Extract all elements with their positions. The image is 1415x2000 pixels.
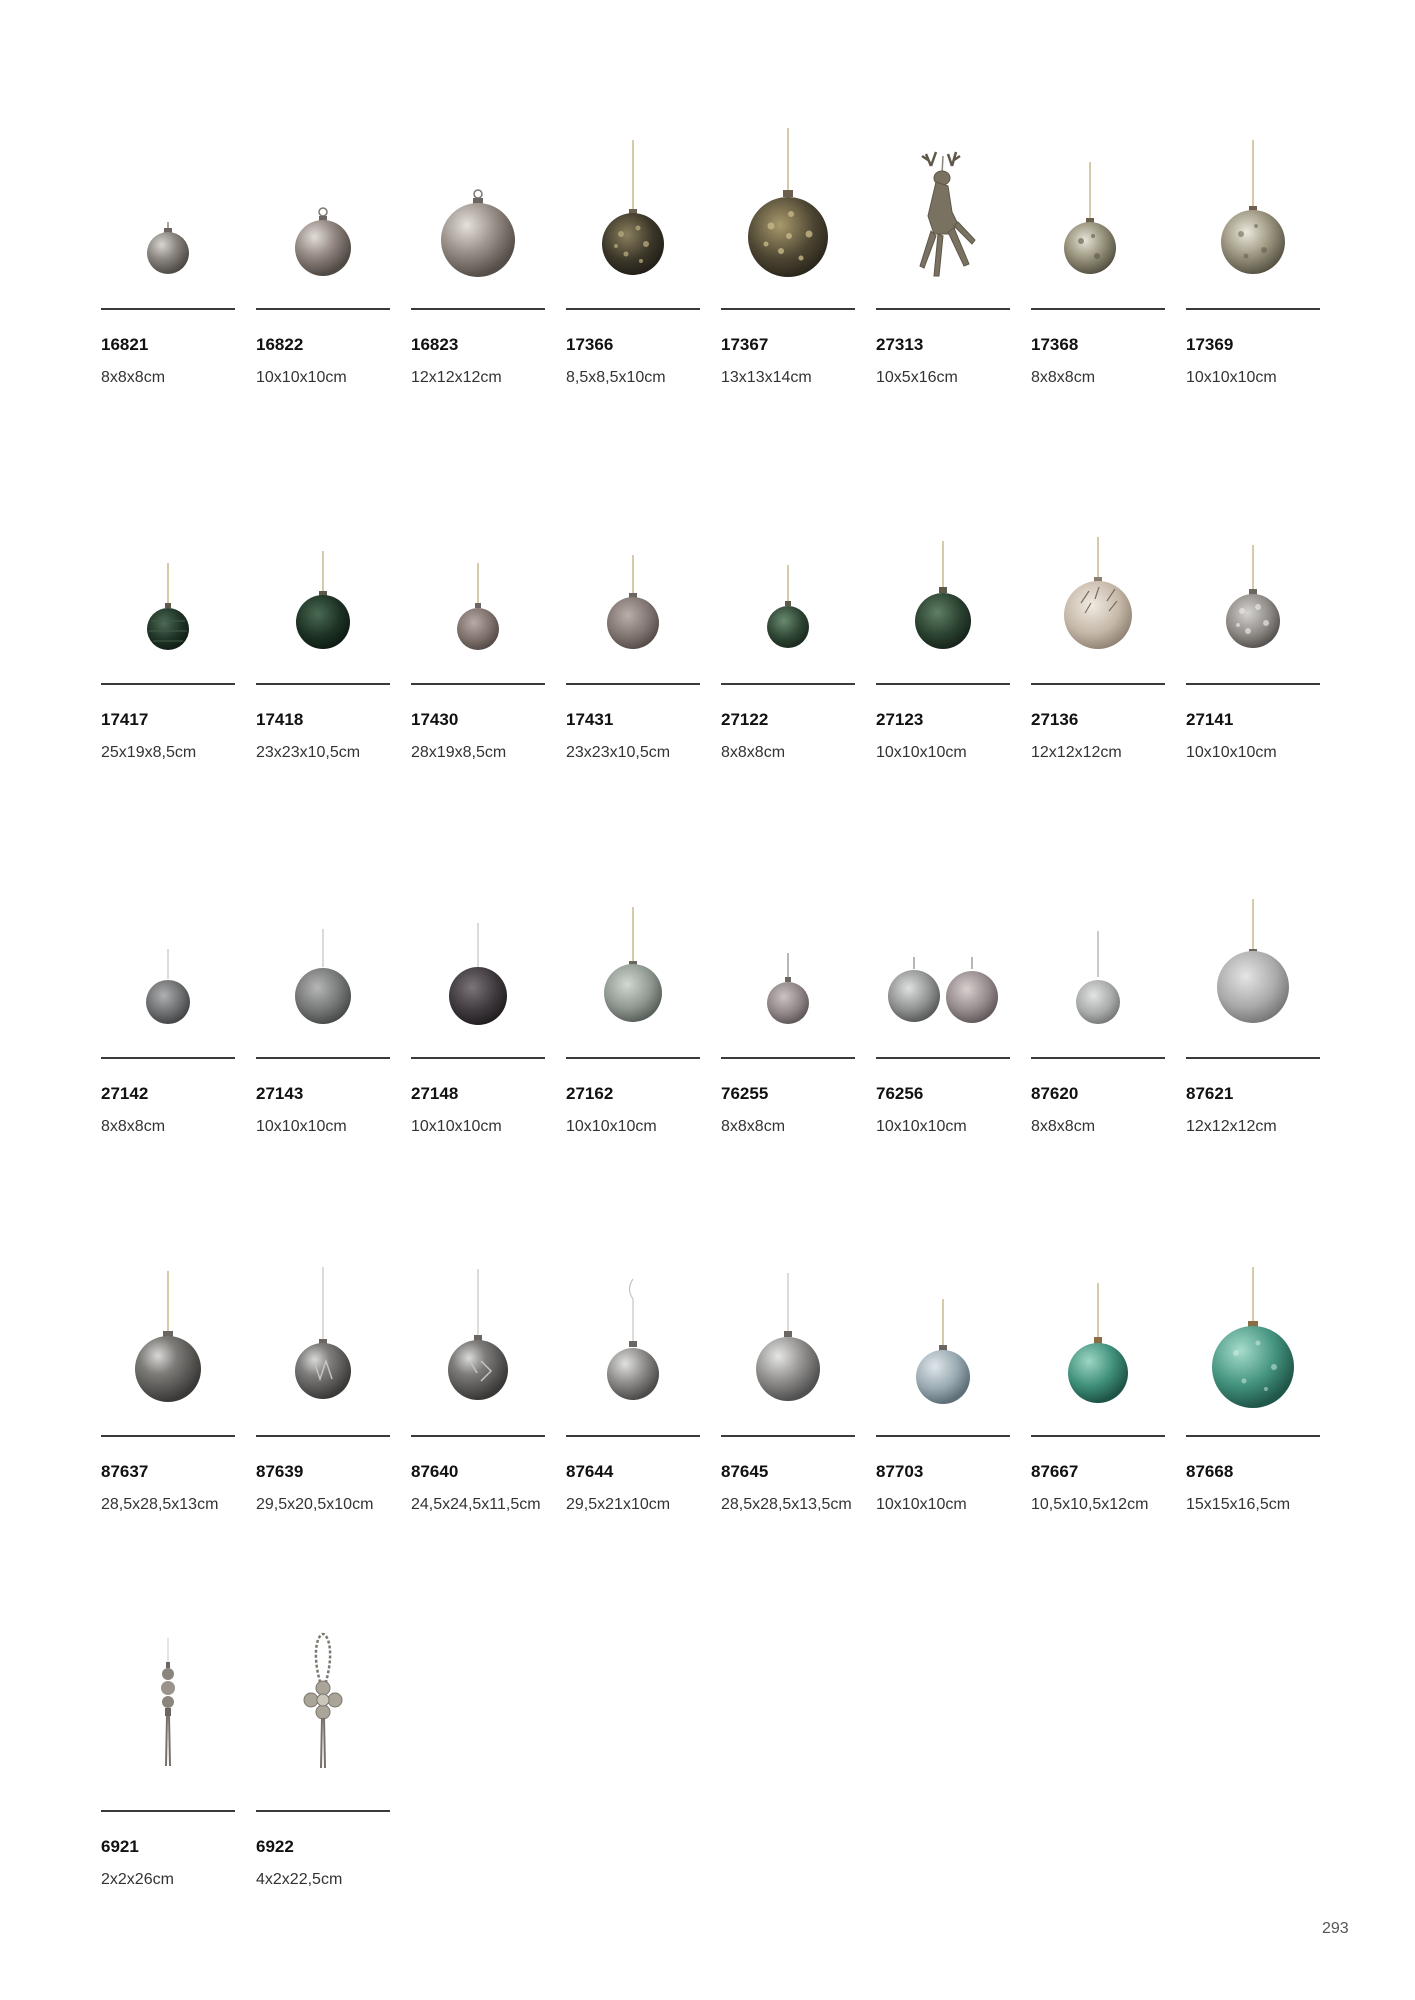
product-dimensions: 10x5x16cm (876, 369, 958, 386)
product-code: 27142 (101, 1084, 149, 1103)
divider (566, 1057, 700, 1059)
product-dimensions: 12x12x12cm (411, 369, 502, 386)
product-dimensions: 8x8x8cm (721, 1118, 786, 1135)
divider (876, 1057, 1010, 1059)
ornament-image (101, 1243, 235, 1433)
divider (1186, 308, 1320, 310)
product-code: 87703 (876, 1462, 924, 1481)
product-dimensions: 8x8x8cm (1031, 1118, 1096, 1135)
ornament-image (721, 491, 855, 681)
product-dimensions: 10x10x10cm (256, 1118, 347, 1135)
product-dimensions: 28,5x28,5x13cm (101, 1496, 219, 1513)
divider (1031, 1057, 1165, 1059)
divider (411, 1435, 545, 1437)
product-dimensions: 10x10x10cm (876, 1496, 967, 1513)
divider (101, 683, 235, 685)
product-dimensions: 12x12x12cm (1186, 1118, 1277, 1135)
ornament-image (411, 491, 545, 681)
ornament-image (101, 116, 235, 306)
divider (721, 1057, 855, 1059)
product-dimensions: 10x10x10cm (1186, 744, 1277, 761)
page-number: 293 (1322, 1920, 1349, 1937)
divider (876, 308, 1010, 310)
product-code: 87620 (1031, 1084, 1079, 1103)
product-code: 16822 (256, 335, 304, 354)
divider (256, 683, 390, 685)
product-code: 17417 (101, 710, 149, 729)
ornament-image (411, 865, 545, 1055)
product-dimensions: 8x8x8cm (1031, 369, 1096, 386)
divider (721, 683, 855, 685)
ornament-image (1186, 116, 1320, 306)
product-code: 17431 (566, 710, 614, 729)
product-dimensions: 29,5x20,5x10cm (256, 1496, 374, 1513)
product-code: 17366 (566, 335, 614, 354)
product-code: 27148 (411, 1084, 459, 1103)
divider (876, 683, 1010, 685)
product-code: 87644 (566, 1462, 614, 1481)
product-code: 87667 (1031, 1462, 1079, 1481)
product-code: 27313 (876, 335, 924, 354)
ornament-image (411, 116, 545, 306)
divider (1031, 683, 1165, 685)
product-code: 27123 (876, 710, 924, 729)
divider (256, 1810, 390, 1812)
flower-pendant-image (256, 1618, 390, 1808)
divider (876, 1435, 1010, 1437)
product-code: 27141 (1186, 710, 1234, 729)
product-dimensions: 8,5x8,5x10cm (566, 369, 666, 386)
ornament-image (411, 1243, 545, 1433)
divider (1186, 1435, 1320, 1437)
ornament-image (876, 1243, 1010, 1433)
product-dimensions: 4x2x22,5cm (256, 1871, 343, 1888)
product-dimensions: 24,5x24,5x11,5cm (411, 1496, 541, 1513)
product-dimensions: 28,5x28,5x13,5cm (721, 1496, 852, 1513)
product-dimensions: 10x10x10cm (566, 1118, 657, 1135)
ornament-image (1031, 865, 1165, 1055)
ornament-image (101, 491, 235, 681)
product-dimensions: 25x19x8,5cm (101, 744, 197, 761)
divider (411, 1057, 545, 1059)
product-dimensions: 10x10x10cm (256, 369, 347, 386)
product-dimensions: 29,5x21x10cm (566, 1496, 671, 1513)
ornament-image (256, 1243, 390, 1433)
divider (566, 683, 700, 685)
product-code: 17418 (256, 710, 304, 729)
divider (1186, 683, 1320, 685)
product-dimensions: 2x2x26cm (101, 1871, 174, 1888)
product-code: 17367 (721, 335, 769, 354)
divider (721, 1435, 855, 1437)
product-dimensions: 23x23x10,5cm (256, 744, 361, 761)
divider (1031, 1435, 1165, 1437)
product-dimensions: 23x23x10,5cm (566, 744, 671, 761)
divider (411, 308, 545, 310)
product-dimensions: 10x10x10cm (876, 744, 967, 761)
divider (256, 1435, 390, 1437)
product-code: 27143 (256, 1084, 304, 1103)
product-dimensions: 15x15x16,5cm (1186, 1496, 1291, 1513)
divider (101, 1810, 235, 1812)
product-dimensions: 12x12x12cm (1031, 744, 1122, 761)
ornament-image (1186, 1243, 1320, 1433)
product-dimensions: 10x10x10cm (411, 1118, 502, 1135)
product-code: 16823 (411, 335, 459, 354)
product-code: 17369 (1186, 335, 1234, 354)
ornament-image (256, 116, 390, 306)
divider (566, 308, 700, 310)
product-dimensions: 10x10x10cm (876, 1118, 967, 1135)
divider (101, 308, 235, 310)
product-code: 27136 (1031, 710, 1079, 729)
reindeer-ornament-image (876, 116, 1010, 306)
product-code: 87668 (1186, 1462, 1234, 1481)
divider (256, 1057, 390, 1059)
divider (721, 308, 855, 310)
product-code: 87637 (101, 1462, 149, 1481)
ornament-image (721, 1243, 855, 1433)
ornament-image (1186, 491, 1320, 681)
divider (101, 1057, 235, 1059)
ornament-image (566, 491, 700, 681)
ornament-image (1031, 1243, 1165, 1433)
product-dimensions: 10x10x10cm (1186, 369, 1277, 386)
ornament-image (1031, 116, 1165, 306)
ornament-pair-image (876, 865, 1010, 1055)
divider (1186, 1057, 1320, 1059)
product-dimensions: 8x8x8cm (721, 744, 786, 761)
ornament-image (876, 491, 1010, 681)
product-dimensions: 8x8x8cm (101, 1118, 166, 1135)
divider (101, 1435, 235, 1437)
product-code: 76256 (876, 1084, 924, 1103)
ornament-image (721, 116, 855, 306)
product-code: 6921 (101, 1837, 139, 1856)
product-code: 27122 (721, 710, 769, 729)
divider (411, 683, 545, 685)
product-code: 76255 (721, 1084, 769, 1103)
product-code: 6922 (256, 1837, 294, 1856)
product-code: 87621 (1186, 1084, 1234, 1103)
divider (1031, 308, 1165, 310)
product-dimensions: 10,5x10,5x12cm (1031, 1496, 1149, 1513)
ornament-image (1186, 865, 1320, 1055)
product-code: 16821 (101, 335, 149, 354)
bead-pendant-image (101, 1618, 235, 1808)
product-code: 17430 (411, 710, 459, 729)
product-dimensions: 28x19x8,5cm (411, 744, 507, 761)
product-code: 27162 (566, 1084, 614, 1103)
divider (566, 1435, 700, 1437)
product-code: 17368 (1031, 335, 1079, 354)
ornament-image (566, 865, 700, 1055)
ornament-image (1031, 491, 1165, 681)
ornament-image (256, 865, 390, 1055)
product-dimensions: 13x13x14cm (721, 369, 812, 386)
ornament-image (721, 865, 855, 1055)
ornament-image (566, 1243, 700, 1433)
product-code: 87645 (721, 1462, 769, 1481)
product-code: 87640 (411, 1462, 459, 1481)
ornament-image (101, 865, 235, 1055)
product-code: 87639 (256, 1462, 304, 1481)
ornament-image (566, 116, 700, 306)
divider (256, 308, 390, 310)
product-dimensions: 8x8x8cm (101, 369, 166, 386)
ornament-image (256, 491, 390, 681)
